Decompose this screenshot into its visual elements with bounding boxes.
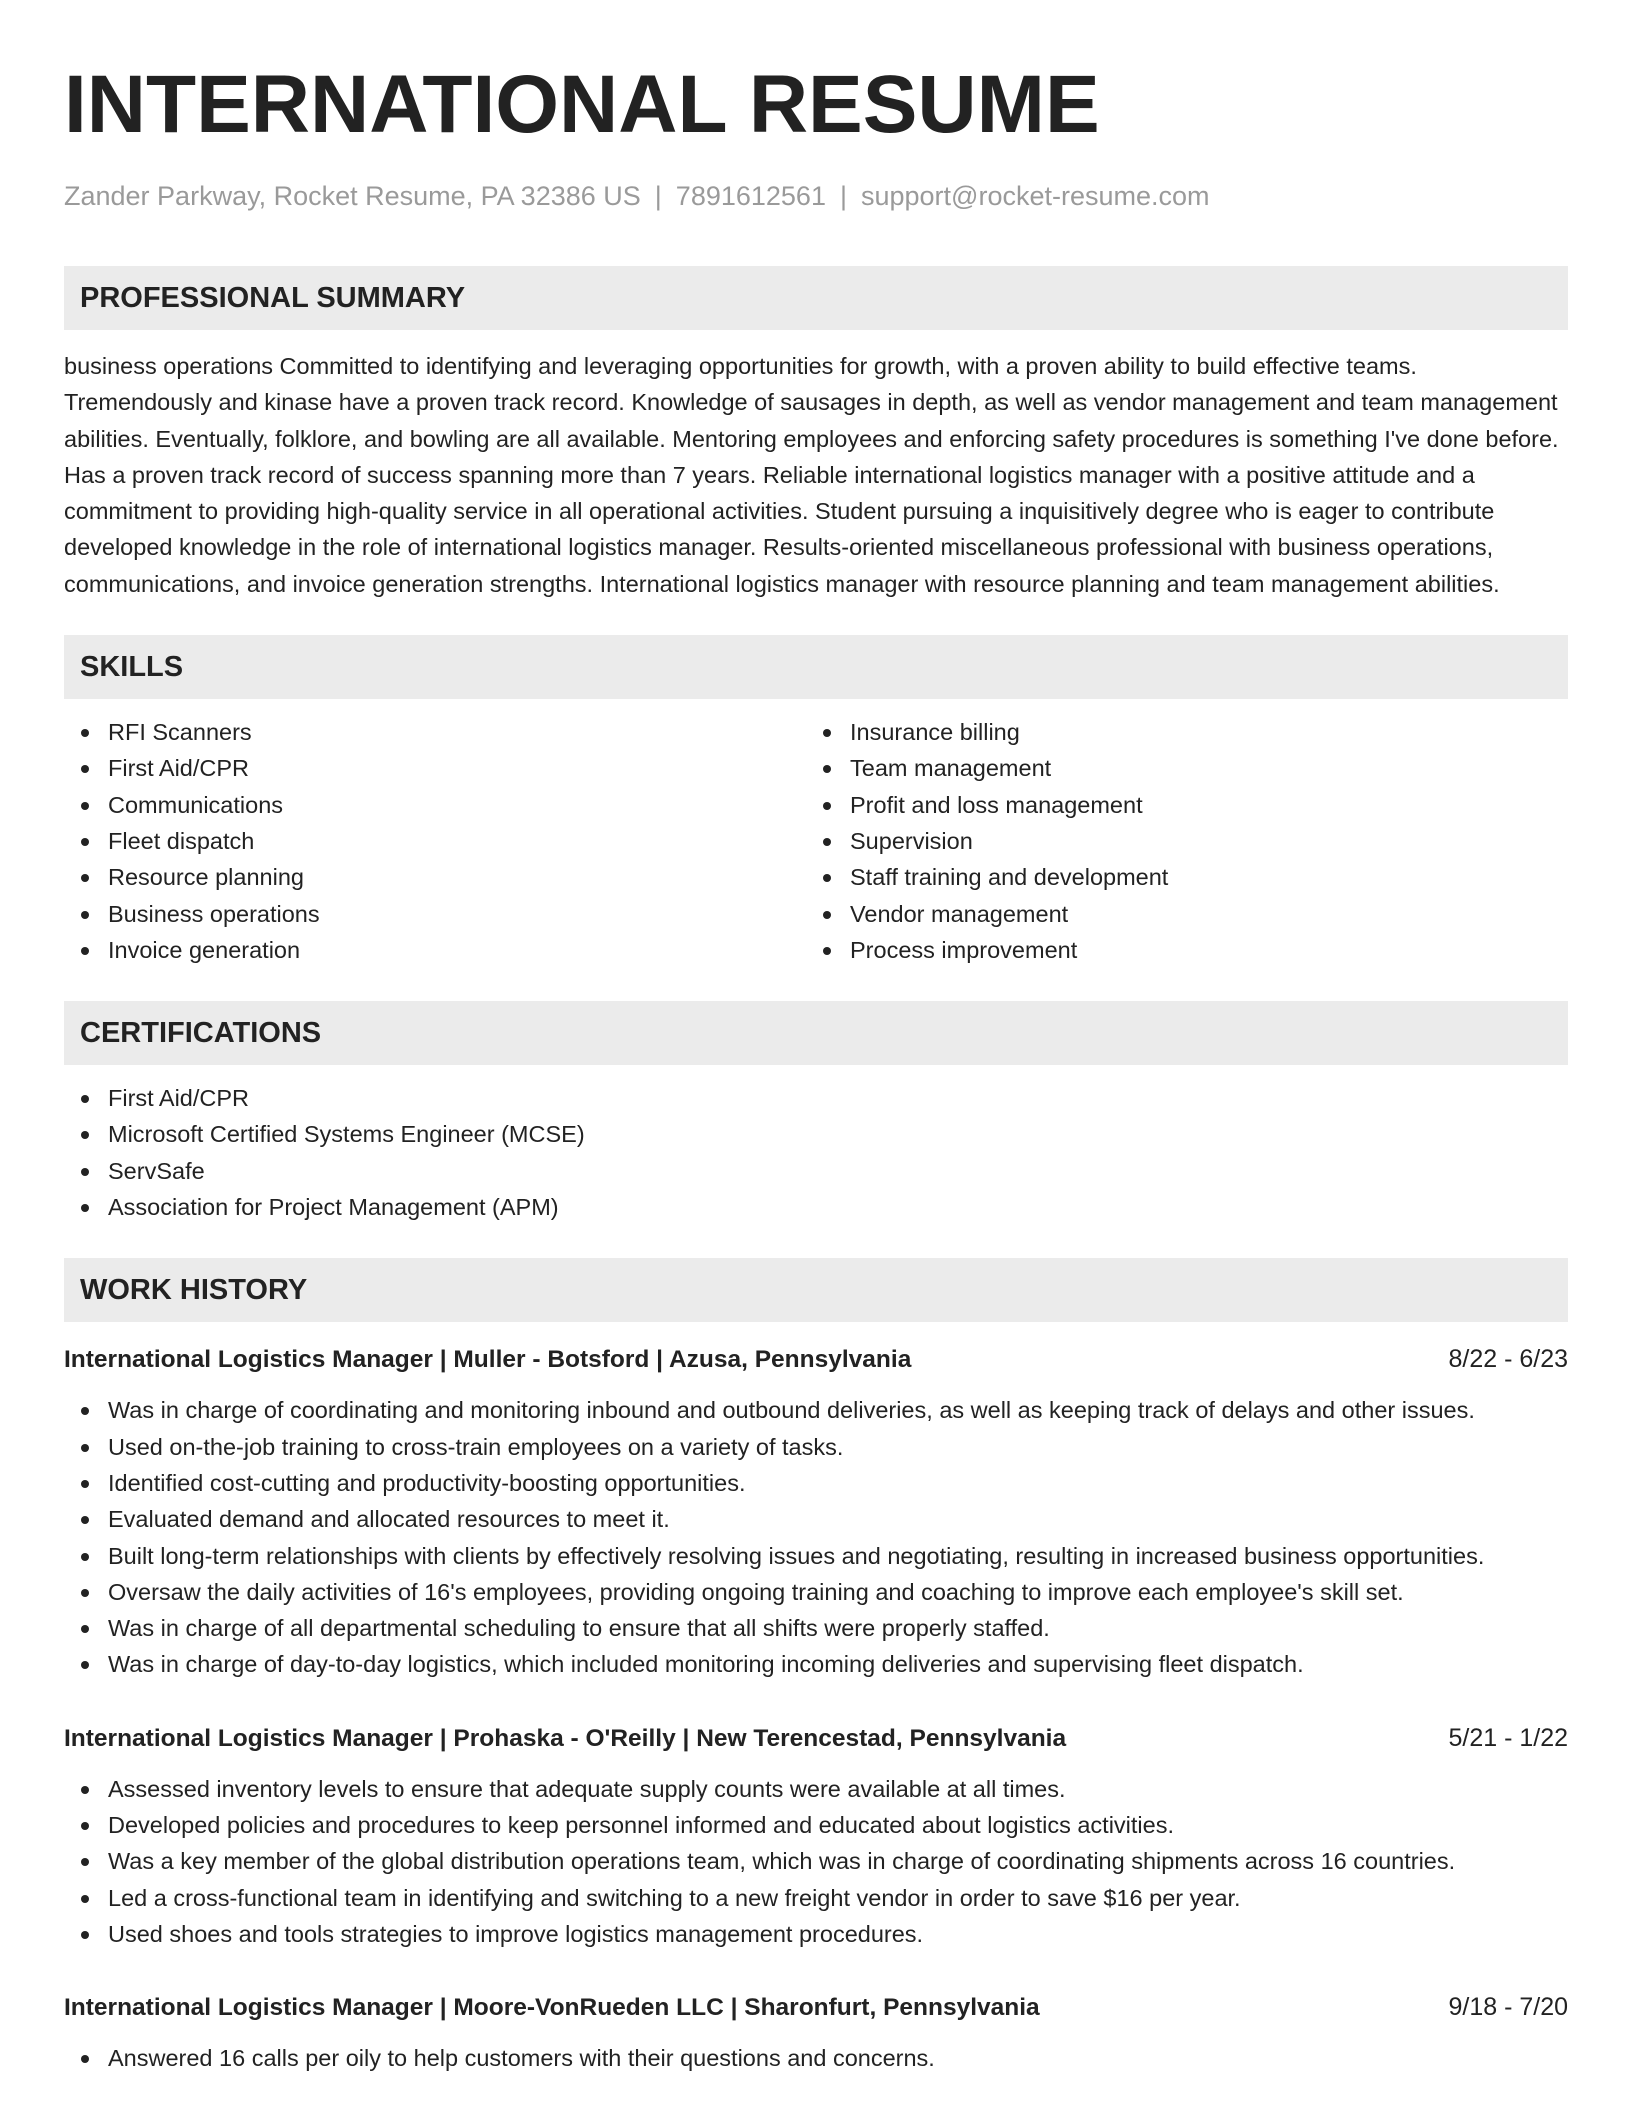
skill-item: Supervision xyxy=(806,823,1548,859)
job-bullet: Used on-the-job training to cross-train employees on a variety of tasks. xyxy=(64,1429,1568,1465)
job-header xyxy=(64,1342,1568,1377)
summary-text: business operations Committed to identifying and leveraging opportunities for growth, with a proven ability to build effective teams. Tremendously and kinase have a proven track record. Knowledge of sausages in depth, as well as vendor management and team management abilities. Eventually, folklore, and bowling are all available. Mentoring employees and enforcing safety procedures is something I've done before. Has a proven track record of success spanning more than 7 years. Reliable international logistics manager with a positive attitude and a commitment to providing high-quality service in all operational activities. Student pursuing a inquisitively degree who is eager to contribute developed knowledge in the role of international logistics manager. Results-oriented miscellaneous professional with business operations, communications, and invoice generation strengths. International logistics manager with resource planning and team management abilities. xyxy=(64,353,1559,597)
job-bullet: Identified cost-cutting and productivity-boosting opportunities. xyxy=(64,1465,1568,1501)
section-heading-work-history: WORK HISTORY xyxy=(64,1258,1568,1322)
skill-item: First Aid/CPR xyxy=(64,750,806,786)
skill-item: RFI Scanners xyxy=(64,714,806,750)
job-bullet: Evaluated demand and allocated resources to meet it. xyxy=(64,1501,1568,1537)
certification-item: Association for Project Management (APM) xyxy=(64,1189,1568,1225)
job-dates: 8/22 - 6/23 xyxy=(1448,1345,1568,1374)
contact-address: Zander Parkway, Rocket Resume, PA 32386 US xyxy=(64,181,641,211)
job-dates: 9/18 - 7/20 xyxy=(1448,1993,1568,2022)
job-bullet: Built long-term relationships with clients by effectively resolving issues and negotiating, resulting in increased business opportunities. xyxy=(64,1538,1568,1574)
job-header xyxy=(64,1721,1568,1756)
job-bullets xyxy=(64,2040,1568,2076)
skill-item: Communications xyxy=(64,787,806,823)
skill-item: Insurance billing xyxy=(806,714,1548,750)
job-bullets xyxy=(64,1392,1568,1682)
skills-grid xyxy=(64,714,1568,968)
job-entry xyxy=(64,1990,1568,2076)
skill-item: Invoice generation xyxy=(64,932,806,968)
job-title: International Logistics Manager | Prohaska - O'Reilly | New Terencestad, Pennsylvania xyxy=(64,1724,1067,1752)
skill-item: Vendor management xyxy=(806,896,1548,932)
skills-list-right xyxy=(806,714,1548,968)
job-bullet: Used shoes and tools strategies to improve logistics management procedures. xyxy=(64,1916,1568,1952)
skill-item: Profit and loss management xyxy=(806,787,1548,823)
certification-item: ServSafe xyxy=(64,1153,1568,1189)
job-title: International Logistics Manager | Muller - Botsford | Azusa, Pennsylvania xyxy=(64,1346,912,1374)
job-bullet: Assessed inventory levels to ensure that adequate supply counts were available at all times. xyxy=(64,1771,1568,1807)
job-header xyxy=(64,1990,1568,2025)
certifications-list xyxy=(64,1080,1568,1225)
skill-item: Process improvement xyxy=(806,932,1548,968)
job-bullet: Oversaw the daily activities of 16's employees, providing ongoing training and coaching to improve each employee's skill set. xyxy=(64,1574,1568,1610)
skill-item: Business operations xyxy=(64,896,806,932)
section-heading-certifications: CERTIFICATIONS xyxy=(64,1001,1568,1065)
job-title: International Logistics Manager | Moore-VonRueden LLC | Sharonfurt, Pennsylvania xyxy=(64,1994,1040,2022)
skill-item: Fleet dispatch xyxy=(64,823,806,859)
job-bullet: Was in charge of all departmental scheduling to ensure that all shifts were properly staffed. xyxy=(64,1610,1568,1646)
job-bullets xyxy=(64,1771,1568,1952)
job-bullet: Was a key member of the global distribution operations team, which was in charge of coordinating shipments across 16 countries. xyxy=(64,1843,1568,1879)
job-dates: 5/21 - 1/22 xyxy=(1448,1723,1568,1752)
section-heading-skills: SKILLS xyxy=(64,635,1568,699)
skills-list-left xyxy=(64,714,806,968)
contact-email: support@rocket-resume.com xyxy=(860,181,1210,211)
certification-item: First Aid/CPR xyxy=(64,1080,1568,1116)
skill-item: Staff training and development xyxy=(806,859,1548,895)
contact-line xyxy=(64,178,1568,214)
job-bullet: Developed policies and procedures to keep personnel informed and educated about logistics activities. xyxy=(64,1807,1568,1843)
contact-separator: | xyxy=(654,181,662,211)
section-heading-summary: PROFESSIONAL SUMMARY xyxy=(64,266,1568,330)
contact-separator: | xyxy=(839,181,847,211)
job-bullet: Was in charge of coordinating and monitoring inbound and outbound deliveries, as well as keeping track of delays and other issues. xyxy=(64,1392,1568,1428)
certification-item: Microsoft Certified Systems Engineer (MCSE) xyxy=(64,1116,1568,1152)
skill-item: Team management xyxy=(806,750,1548,786)
job-entry xyxy=(64,1342,1568,1682)
job-bullet: Answered 16 calls per oily to help customers with their questions and concerns. xyxy=(64,2040,1568,2076)
skill-item: Resource planning xyxy=(64,859,806,895)
resume-title: INTERNATIONAL RESUME xyxy=(64,59,1100,150)
job-bullet: Was in charge of day-to-day logistics, which included monitoring incoming deliveries and supervising fleet dispatch. xyxy=(64,1646,1568,1682)
job-bullet: Led a cross-functional team in identifying and switching to a new freight vendor in order to save $16 per year. xyxy=(64,1880,1568,1916)
contact-phone: 7891612561 xyxy=(675,181,826,211)
job-entry xyxy=(64,1721,1568,1952)
